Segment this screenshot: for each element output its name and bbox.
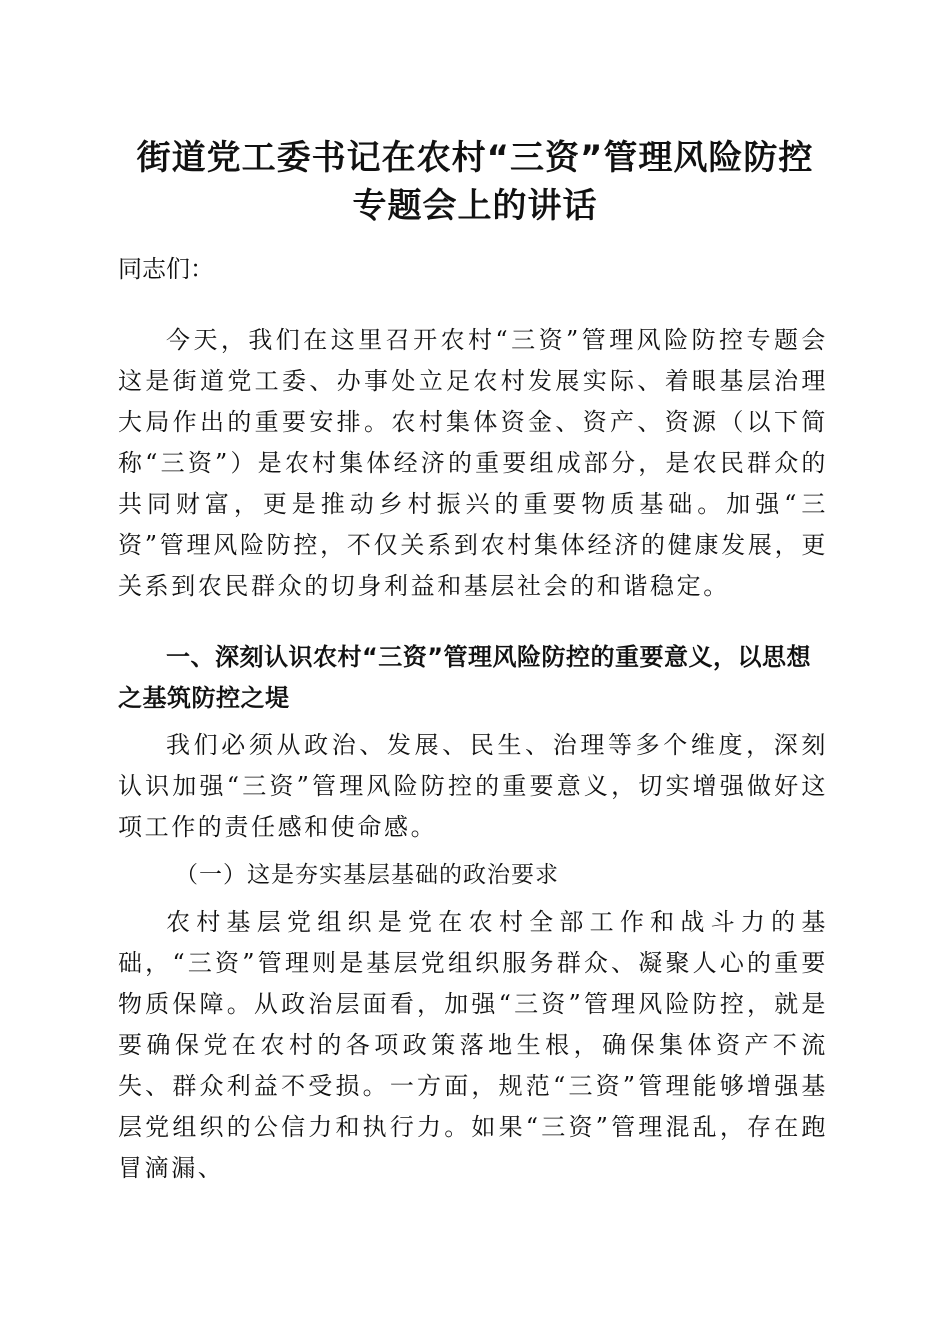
document-title-line-2: 专题会上的讲话 — [352, 186, 598, 226]
section-heading-1: 一、深刻认识农村“三资”管理风险防控的重要意义，以思想之基筑防控之堤 — [118, 643, 812, 712]
salutation: 同志们： — [118, 255, 214, 283]
paragraph-intro: 今天，我们在这里召开农村“三资”管理风险防控专题会这是街道党工委、办事处立足农村发展实际、着眼基层治理大局作出的重要安排。农村集体资金、资产、资源（以下简称“三资”）是农村集体经济的重要组成部分，是农民群众的共同财富，更是推动乡村振兴的重要物质基础。加强“三资”管理风险防控，不仅关系到农村集体经济的健康发展，更关系到农民群众的切身利益和基层社会的和谐稳定。 — [118, 326, 828, 600]
document-title-line-1: 街道党工委书记在农村“三资”管理风险防控 — [136, 138, 814, 178]
paragraph-subsection-1: 农村基层党组织是党在农村全部工作和战斗力的基础，“三资”管理则是基层党组织服务群众、凝聚人心的重要物质保障。从政治层面看，加强“三资”管理风险防控，就是要确保党在农村的各项政策落地生根，确保集体资产不流失、群众利益不受损。一方面，规范“三资”管理能够增强基层党组织的公信力和执行力。如果“三资”管理混乱，存在跑冒滴漏、 — [118, 908, 828, 1182]
paragraph-section-1: 我们必须从政治、发展、民生、治理等多个维度，深刻认识加强“三资”管理风险防控的重要意义，切实增强做好这项工作的责任感和使命感。 — [118, 731, 828, 841]
subsection-heading-1: （一）这是夯实基层基础的政治要求 — [175, 862, 559, 888]
